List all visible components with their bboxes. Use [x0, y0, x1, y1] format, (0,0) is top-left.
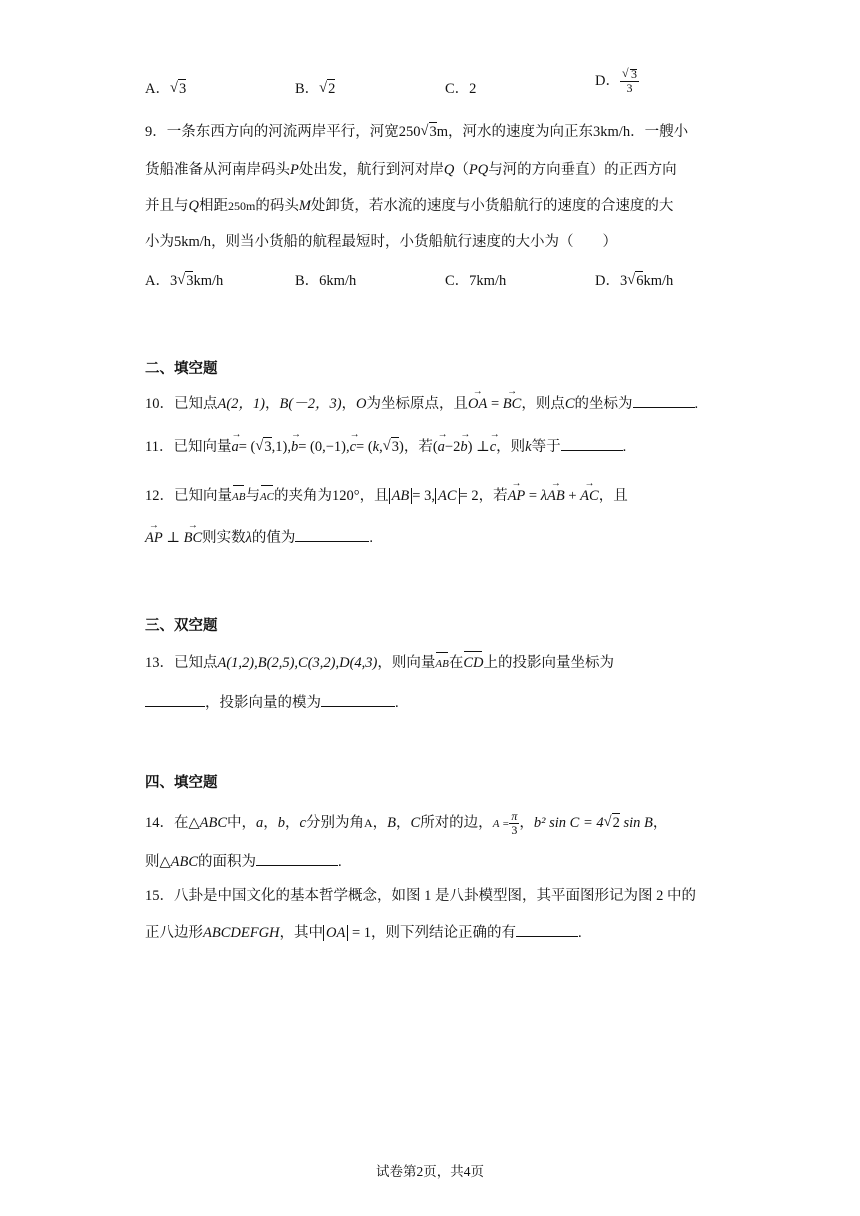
q8-option-a: A．√ 3	[145, 78, 186, 100]
q14-answer-blank[interactable]	[256, 851, 338, 866]
page-footer: 试卷第2页，共4页	[376, 1164, 484, 1179]
q14-line-2: 则△ABC的面积为 .	[145, 851, 720, 873]
q12-answer-blank[interactable]	[295, 527, 369, 542]
section-heading-fill-blank: 二、填空题	[145, 361, 218, 377]
q11: 11．已知向量→ a= (√ 3,1),→ b= (0,−1),→ c= (k,√ 3)，若(→ a−2→ b) ⊥→ c，则k等于 .	[145, 436, 720, 458]
section-heading-fill-blank-2: 四、填空题	[145, 775, 218, 791]
q9-option-a: A．3√ 3km/h	[145, 270, 223, 292]
q9-line-3: 并且与Q相距250m的码头M处卸货，若水流的速度与小货船航行的速度的合速度的大	[145, 198, 674, 214]
q8-option-c: C．2	[445, 81, 477, 97]
q8-option-b: B．√ 2	[295, 78, 335, 100]
q15-answer-blank[interactable]	[516, 922, 578, 937]
q13-answer-blank-1[interactable]	[145, 692, 205, 707]
q15-line-2: 正八边形ABCDEFGH，其中 OA = 1，则下列结论正确的有 .	[145, 922, 720, 944]
q9-line-1: 9．一条东西方向的河流两岸平行，河宽250√ 3m，河水的速度为向正东3km/h．一艘小	[145, 121, 720, 143]
q10: 10．已知点A(2，1)，B(－2，3)，O为坐标原点，且→ OA = → BC，则点C的坐标为 .	[145, 393, 720, 415]
q12-line-1: 12．已知向量AB与AC的夹角为120°，且 AB = 3, AC = 2，若→ AP = λ→ AB + → AC，且	[145, 485, 720, 508]
fraction-pi-over-3: $\frac{\pi}{3}$	[511, 809, 518, 837]
q9-option-b: B．6km/h	[295, 273, 357, 289]
q9-line-4: 小为5km/h，则当小货船的航程最短时，小货船航行速度的大小为（ ）	[145, 234, 618, 250]
section-heading-double-blank: 三、双空题	[145, 618, 218, 634]
q9-option-c: C．7km/h	[445, 273, 507, 289]
q13-answer-blank-2[interactable]	[321, 692, 395, 707]
q8-options	[145, 67, 745, 118]
q9-options	[145, 270, 745, 310]
q9-option-d: D．3√ 6km/h	[595, 270, 673, 292]
q14-line-1: 14．在△ABC中，a，b，c分别为角A，B，C所对的边，A = $\frac{\pi}{3}$ ，b² sin C = 4√ 2 sin B，	[145, 810, 720, 837]
q10-answer-blank[interactable]	[633, 393, 695, 408]
q8-option-d: D． √ $\frac{3}{3}$	[595, 68, 639, 95]
q9-line-2: 货船准备从河南岸码头P处出发，航行到河对岸Q（PQ与河的方向垂直）的正西方向	[145, 162, 677, 178]
q11-answer-blank[interactable]	[561, 436, 623, 451]
q12-line-2: → AP ⊥ → BC则实数λ的值为 .	[145, 527, 720, 549]
q13-line-2: ，投影向量的模为 .	[145, 692, 720, 714]
q13-line-1: 13．已知点A(1,2),B(2,5),C(3,2),D(4,3)，则向量AB在CD上的投影向量坐标为	[145, 652, 720, 675]
q15-line-1: 15．八卦是中国文化的基本哲学概念，如图 1 是八卦模型图，其平面图形记为图 2 中的	[145, 888, 696, 904]
fraction: √ $\frac{3}{3}$	[620, 68, 639, 95]
